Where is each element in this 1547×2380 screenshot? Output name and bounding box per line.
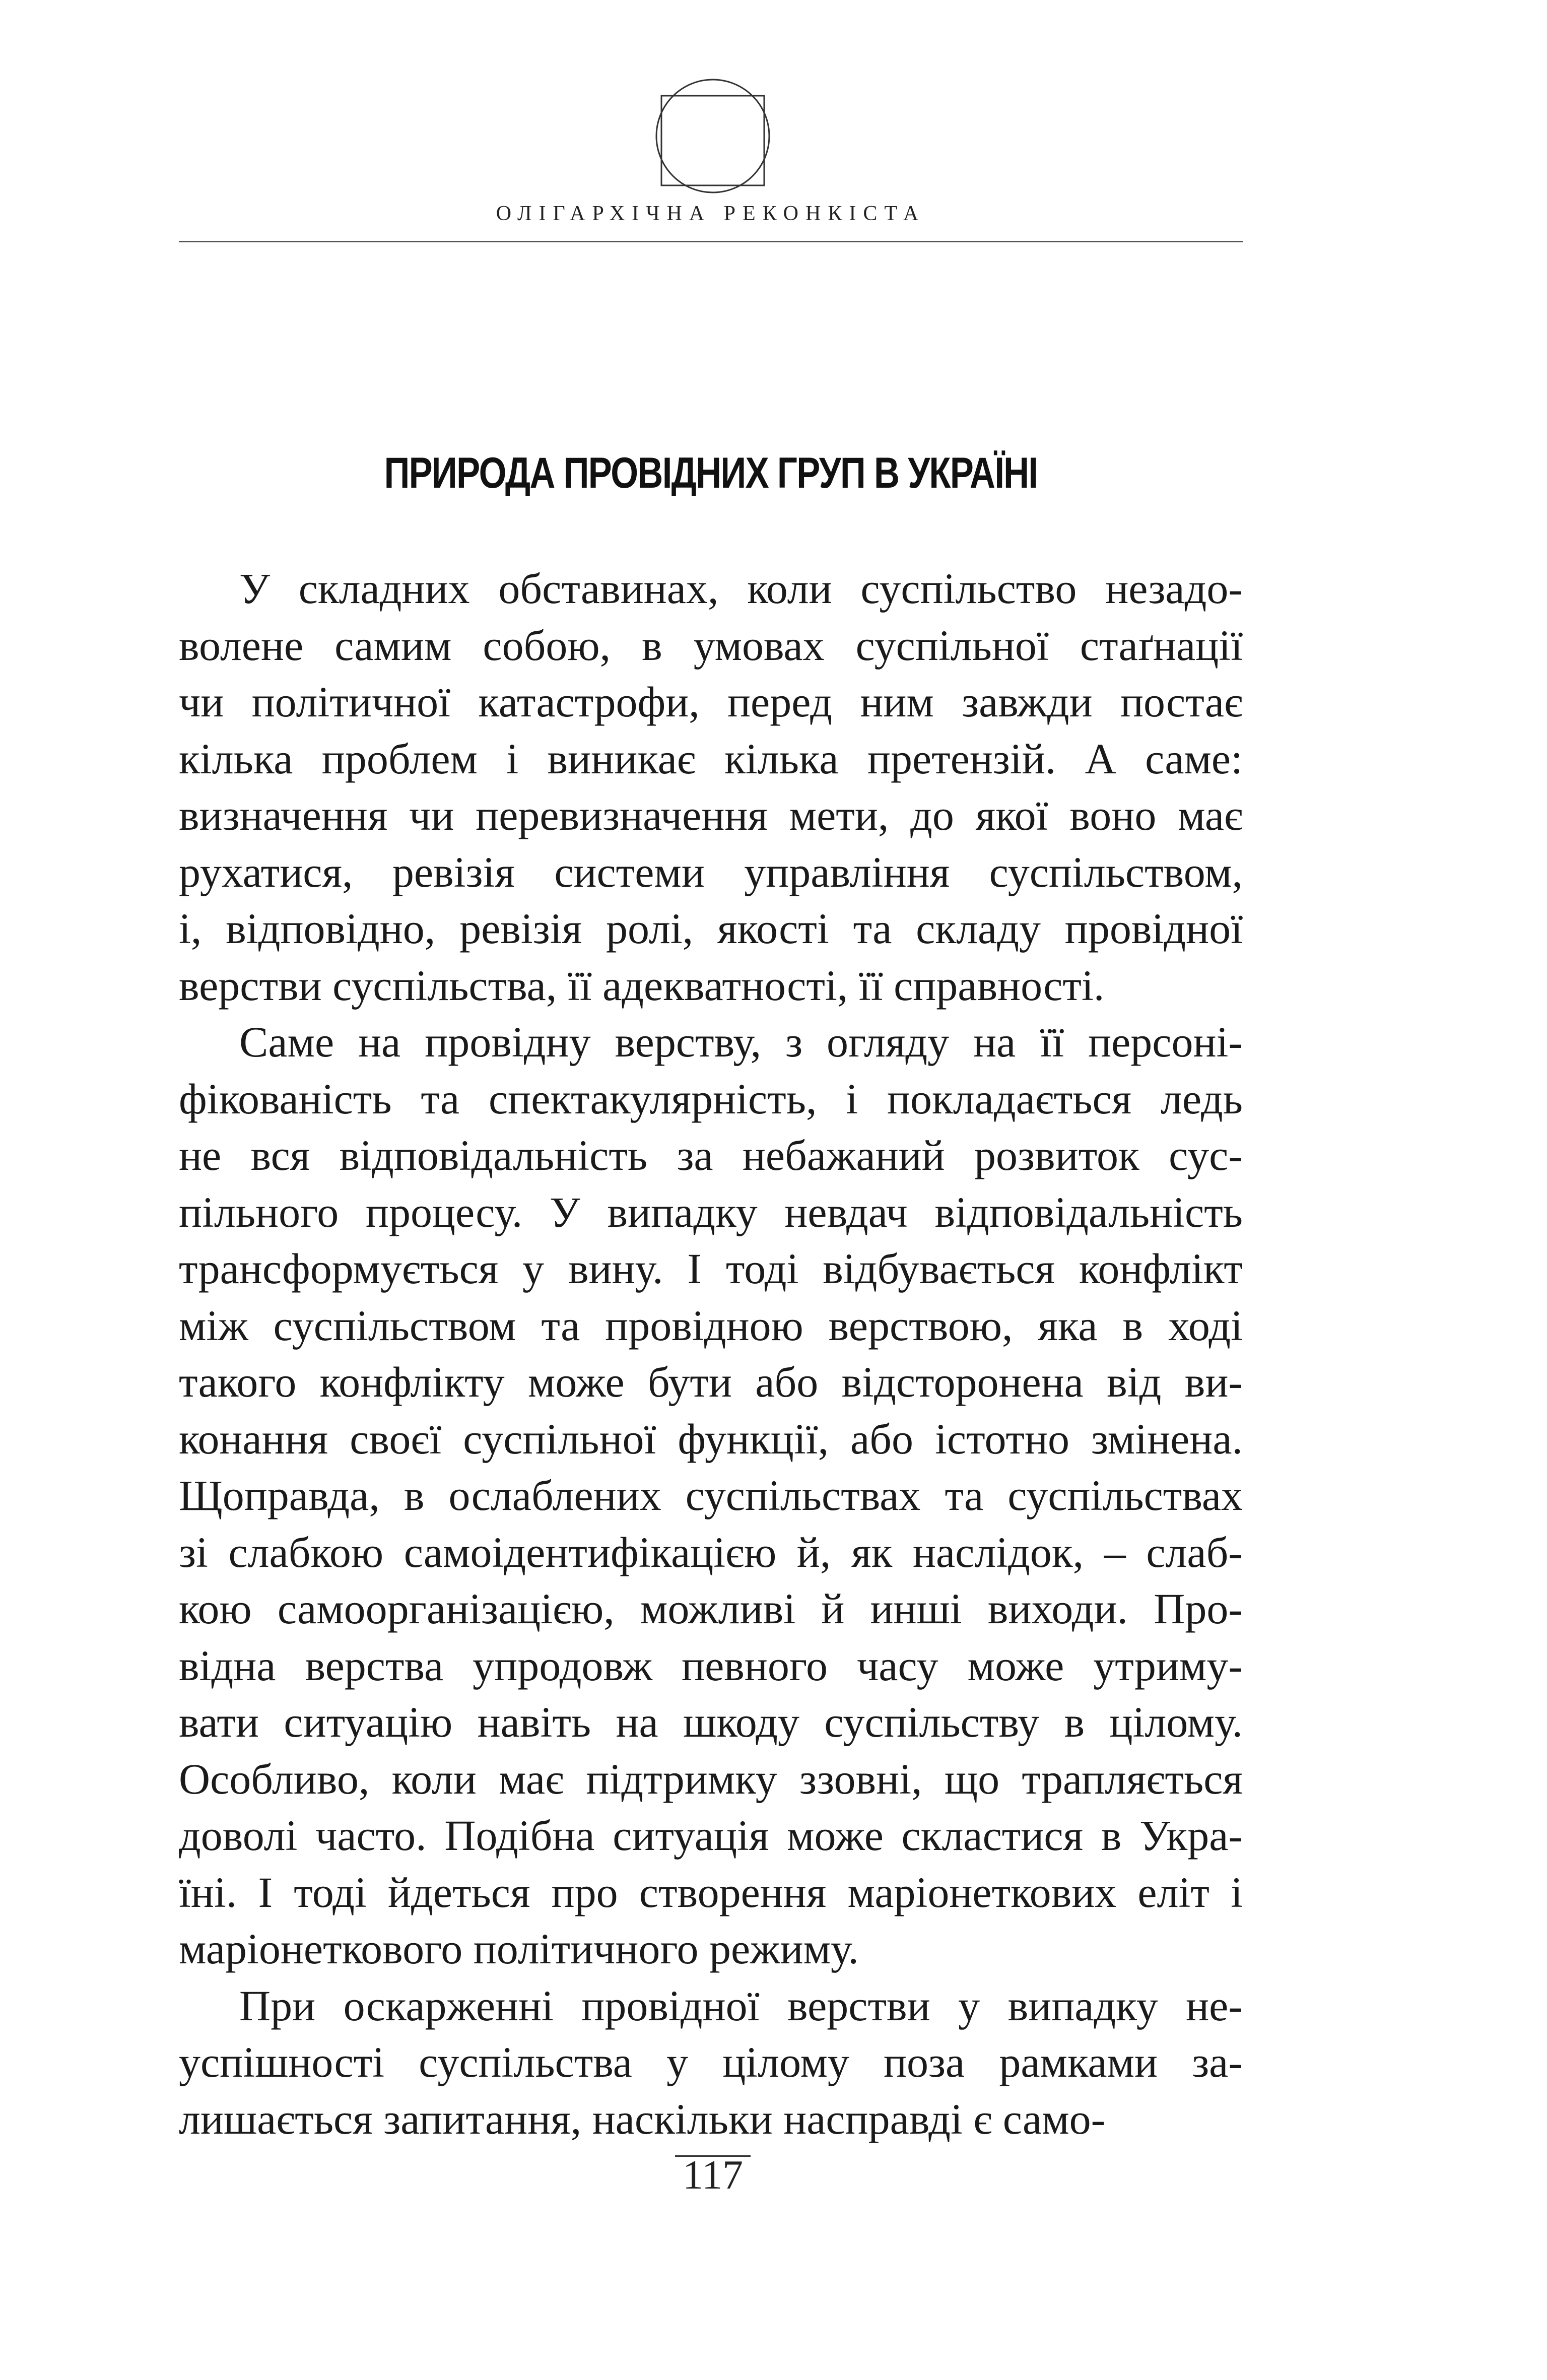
text-line: маріонеткового політичного режиму. <box>179 1925 859 1973</box>
text-line: волене самим собою, в умовах суспільної стаґнації <box>179 621 1243 670</box>
text-line: трансформується у вину. І тоді відбувається конфлікт <box>179 1244 1243 1293</box>
paragraph <box>179 1014 1243 1977</box>
text-line: визначення чи перевизначення мети, до якої воно має <box>179 791 1243 839</box>
paragraph <box>179 1977 1243 2148</box>
text-line: лишається запитання, наскільки насправді є само- <box>179 2094 1106 2143</box>
text-line: Щоправда, в ослаблених суспільствах та суспільствах <box>179 1471 1243 1519</box>
text-line: не вся відповідальність за небажаний розвиток сус- <box>179 1131 1243 1179</box>
text-line: конання своєї суспільної функції, або істотно змінена. <box>179 1414 1243 1463</box>
text-line: зі слабкою самоідентифікацією й, як наслідок, – слаб- <box>179 1528 1243 1576</box>
text-line: такого конфлікту може бути або відсторонена від ви- <box>179 1358 1243 1406</box>
text-line: доволі часто. Подібна ситуація може скластися в Укра- <box>179 1811 1243 1860</box>
text-line: Саме на провідну верству, з огляду на її персоні- <box>239 1018 1243 1066</box>
text-line: успішності суспільства у цілому поза рамками за- <box>179 2038 1243 2086</box>
circle-square-emblem-icon <box>652 76 773 196</box>
paragraph <box>179 560 1243 1014</box>
page-number: 117 <box>683 2152 743 2198</box>
text-line: рухатися, ревізія системи управління суспільством, <box>179 847 1243 896</box>
text-line: вати ситуацію навіть на шкоду суспільству в цілому. <box>179 1698 1243 1746</box>
text-line: У складних обставинах, коли суспільство незадо- <box>239 564 1243 613</box>
text-line: відна верства упродовж певного часу може утриму- <box>179 1641 1243 1690</box>
chapter-title: ПРИРОДА ПРОВІДНИХ ГРУП В УКРАЇНІ <box>384 449 1038 497</box>
text-line: верстви суспільства, її адекватності, її справності. <box>179 961 1105 1010</box>
text-line: між суспільством та провідною верствою, яка в ході <box>179 1301 1243 1350</box>
text-line: кою самоорганізацією, можливі й инші виходи. Про- <box>179 1584 1243 1633</box>
text-line: чи політичної катастрофи, перед ним завжди постає <box>179 678 1243 726</box>
body-text <box>179 560 1243 2147</box>
text-line: пільного процесу. У випадку невдач відповідальність <box>179 1187 1243 1236</box>
text-line: і, відповідно, ревізія ролі, якості та складу провідної <box>179 904 1243 953</box>
header-rule <box>179 241 1243 242</box>
text-line: кілька проблем і виникає кілька претензій. А саме: <box>179 734 1243 783</box>
running-header-title: ОЛІГАРХІЧНА РЕКОНКІСТА <box>496 202 926 225</box>
text-line: Особливо, коли має підтримку ззовні, що трапляється <box>179 1754 1243 1803</box>
text-line: фікованість та спектакулярність, і покладається ледь <box>179 1074 1243 1123</box>
text-line: їні. І тоді йдеться про створення маріонеткових еліт і <box>179 1868 1243 1916</box>
text-line: При оскарженні провідної верстви у випадку не- <box>239 1981 1243 2030</box>
